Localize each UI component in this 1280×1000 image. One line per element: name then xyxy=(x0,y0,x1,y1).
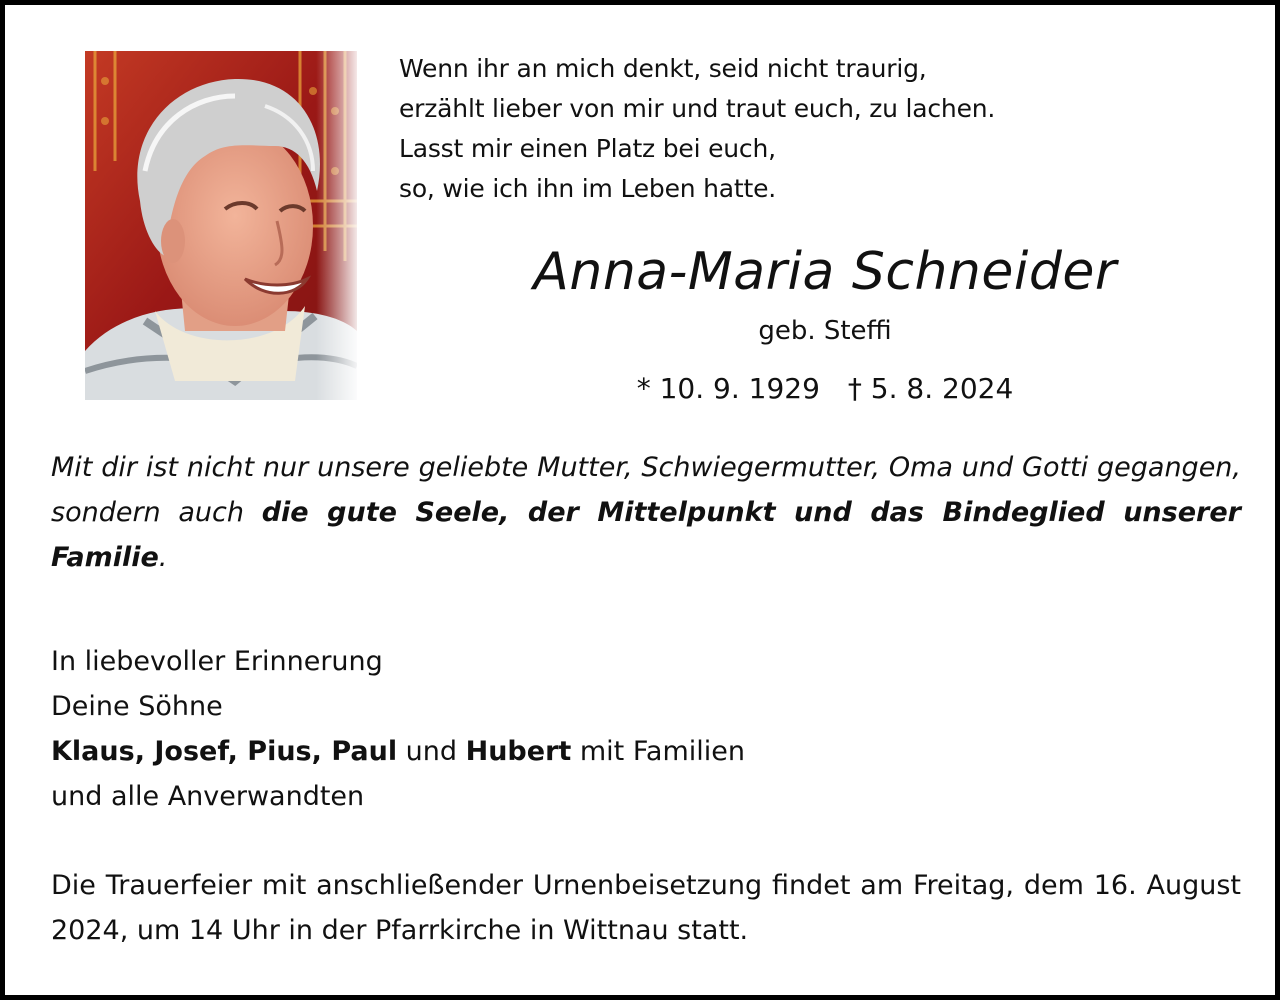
poem-line: erzählt lieber von mir und traut euch, zu lachen. xyxy=(399,94,996,123)
remembrance-line: In liebevoller Erinnerung xyxy=(51,646,383,677)
birth-name: geb. Steffi xyxy=(758,316,892,346)
son-name: Klaus xyxy=(51,736,135,767)
portrait-photo xyxy=(85,51,357,400)
son-name: Josef xyxy=(154,736,228,767)
comma: , xyxy=(311,736,332,767)
conjunction: und xyxy=(397,736,466,767)
poem xyxy=(399,49,1119,209)
birth-date: * 10. 9. 1929 xyxy=(636,372,820,405)
son-name: Paul xyxy=(331,736,398,767)
sons-intro: Deine Söhne xyxy=(51,691,223,722)
ceremony-info: Die Trauerfeier mit anschließender Urnenbeisetzung findet am Freitag, dem 16. August 2024, um 14 Uhr in der Pfarrkirche in Wittnau statt. xyxy=(51,870,1241,946)
death-date: † 5. 8. 2024 xyxy=(847,372,1014,405)
tribute-emphasis: die gute Seele, der Mittelpunkt und das Bindeglied unserer Familie xyxy=(51,497,1241,573)
portrait-illustration xyxy=(85,51,357,400)
poem-line: Wenn ihr an mich denkt, seid nicht traurig, xyxy=(399,54,927,83)
tribute-intro: Mit dir ist nicht nur unsere geliebte Mutter, Schwiegermutter, Oma und Gotti gegangen, sondern auch xyxy=(51,452,1241,528)
son-name: Pius xyxy=(247,736,312,767)
poem-line: Lasst mir einen Platz bei euch, xyxy=(399,134,776,163)
relatives-line: und alle Anverwandten xyxy=(51,781,365,812)
comma: , xyxy=(134,736,155,767)
tribute-end: . xyxy=(158,542,168,573)
remembrance-block xyxy=(51,639,1051,819)
life-dates xyxy=(395,367,1255,411)
comma: , xyxy=(227,736,248,767)
son-name: Hubert xyxy=(465,736,572,767)
poem-line: so, wie ich ihn im Leben hatte. xyxy=(399,174,777,203)
deceased-name: Anna-Maria Schneider xyxy=(533,242,1117,302)
families-text: mit Familien xyxy=(571,736,745,767)
tribute-text xyxy=(51,445,1241,580)
sons-names xyxy=(51,729,1051,774)
